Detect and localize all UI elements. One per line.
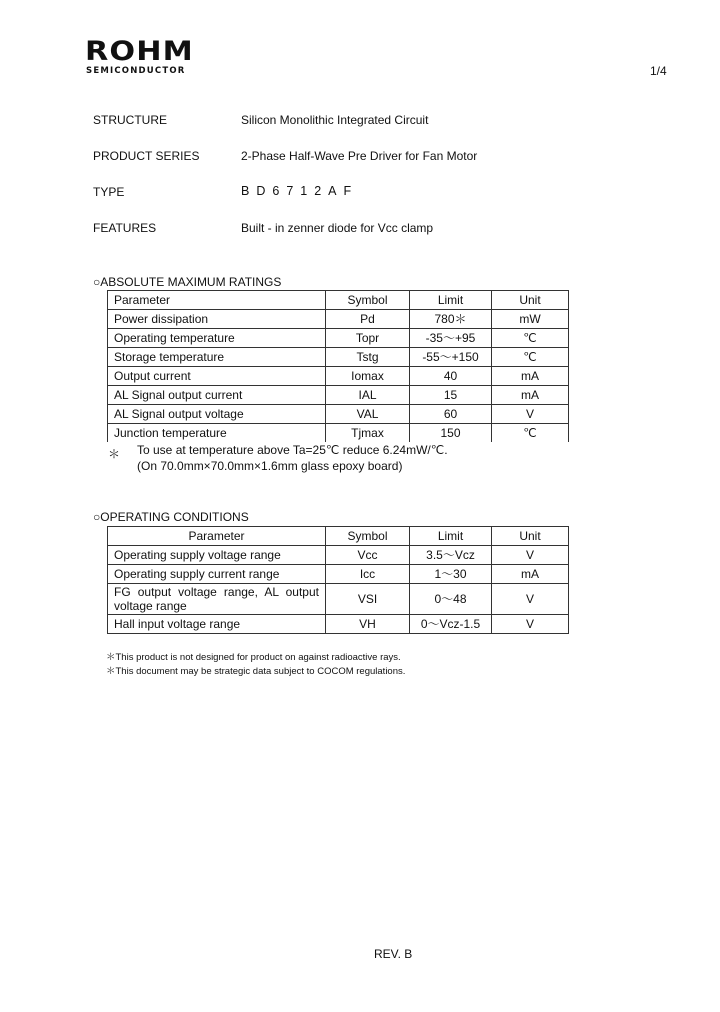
- header-parameter: Parameter: [108, 527, 326, 546]
- header-symbol: Symbol: [326, 527, 410, 546]
- row-symbol: VSI: [326, 584, 410, 615]
- row-parameter: Operating supply current range: [108, 565, 326, 584]
- row-parameter: Storage temperature: [108, 348, 326, 367]
- table-header-row: [108, 527, 569, 546]
- row-parameter: AL Signal output current: [108, 386, 326, 405]
- table-row: [108, 348, 569, 367]
- table-row: [108, 424, 569, 443]
- row-limit: -55～+150: [410, 348, 492, 367]
- row-symbol: Tjmax: [326, 424, 410, 443]
- row-unit: mA: [492, 367, 569, 386]
- table-row: [108, 584, 569, 615]
- table-row: [108, 367, 569, 386]
- row-symbol: Iomax: [326, 367, 410, 386]
- table-row: [108, 565, 569, 584]
- type-label: TYPE: [93, 185, 125, 199]
- table-row: [108, 329, 569, 348]
- operating-conditions-title: ○OPERATING CONDITIONS: [93, 510, 249, 524]
- table-row: [108, 310, 569, 329]
- structure-value: Silicon Monolithic Integrated Circuit: [241, 113, 429, 127]
- header-symbol: Symbol: [326, 291, 410, 310]
- header-limit: Limit: [410, 291, 492, 310]
- row-unit: mA: [492, 386, 569, 405]
- row-parameter: FG output voltage range, AL output voltage range: [108, 584, 326, 615]
- row-unit: ℃: [492, 348, 569, 367]
- abs-max-title: ○ABSOLUTE MAXIMUM RATINGS: [93, 275, 282, 289]
- disclaimer-cocom: ＊This document may be strategic data subject to COCOM regulations.: [106, 666, 406, 677]
- row-unit: ℃: [492, 329, 569, 348]
- row-limit: -35～+95: [410, 329, 492, 348]
- row-symbol: VAL: [326, 405, 410, 424]
- company-logo: ROHM: [85, 36, 194, 67]
- features-label: FEATURES: [93, 221, 157, 235]
- header-unit: Unit: [492, 291, 569, 310]
- row-limit: 0～48: [410, 584, 492, 615]
- row-parameter: Junction temperature: [108, 424, 326, 443]
- table-row: [108, 546, 569, 565]
- company-logo-subtitle: SEMICONDUCTOR: [86, 66, 186, 76]
- row-symbol: Pd: [326, 310, 410, 329]
- header-parameter: Parameter: [108, 291, 326, 310]
- row-symbol: IAL: [326, 386, 410, 405]
- row-limit: 40: [410, 367, 492, 386]
- header-limit: Limit: [410, 527, 492, 546]
- row-unit: V: [492, 546, 569, 565]
- row-unit: V: [492, 584, 569, 615]
- table-header-row: [108, 291, 569, 310]
- row-parameter: Operating temperature: [108, 329, 326, 348]
- row-limit: 780＊: [410, 310, 492, 329]
- row-parameter: Power dissipation: [108, 310, 326, 329]
- abs-max-table: [107, 290, 569, 442]
- type-value: BD6712AF: [241, 184, 359, 198]
- row-unit: mA: [492, 565, 569, 584]
- row-unit: ℃: [492, 424, 569, 443]
- features-value: Built - in zenner diode for Vcc clamp: [241, 221, 434, 235]
- row-limit: 1～30: [410, 565, 492, 584]
- footnote-line-1: To use at temperature above Ta=25℃ reduce 6.24mW/℃.: [137, 443, 448, 457]
- row-symbol: Tstg: [326, 348, 410, 367]
- row-parameter: AL Signal output voltage: [108, 405, 326, 424]
- row-parameter: Operating supply voltage range: [108, 546, 326, 565]
- footnote-line-2: (On 70.0mm×70.0mm×1.6mm glass epoxy board): [137, 459, 403, 473]
- page-number: 1/4: [650, 64, 667, 78]
- row-limit: 150: [410, 424, 492, 443]
- row-limit: 15: [410, 386, 492, 405]
- table-row: [108, 405, 569, 424]
- row-symbol: VH: [326, 615, 410, 634]
- row-symbol: Topr: [326, 329, 410, 348]
- structure-label: STRUCTURE: [93, 113, 167, 127]
- product-series-label: PRODUCT SERIES: [93, 149, 200, 163]
- row-limit: 60: [410, 405, 492, 424]
- footnote-mark: ＊: [108, 447, 121, 461]
- row-limit: 0～Vcz-1.5: [410, 615, 492, 634]
- row-parameter: Hall input voltage range: [108, 615, 326, 634]
- row-symbol: Vcc: [326, 546, 410, 565]
- row-limit: 3.5～Vcz: [410, 546, 492, 565]
- row-parameter: Output current: [108, 367, 326, 386]
- disclaimer-radiation: ＊This product is not designed for product on against radioactive rays.: [106, 652, 401, 663]
- revision-label: REV. B: [374, 947, 413, 961]
- row-unit: V: [492, 615, 569, 634]
- table-row: [108, 386, 569, 405]
- table-row: [108, 615, 569, 634]
- row-symbol: Icc: [326, 565, 410, 584]
- operating-conditions-table: [107, 526, 569, 634]
- row-unit: V: [492, 405, 569, 424]
- row-unit: mW: [492, 310, 569, 329]
- header-unit: Unit: [492, 527, 569, 546]
- product-series-value: 2-Phase Half-Wave Pre Driver for Fan Motor: [241, 149, 478, 163]
